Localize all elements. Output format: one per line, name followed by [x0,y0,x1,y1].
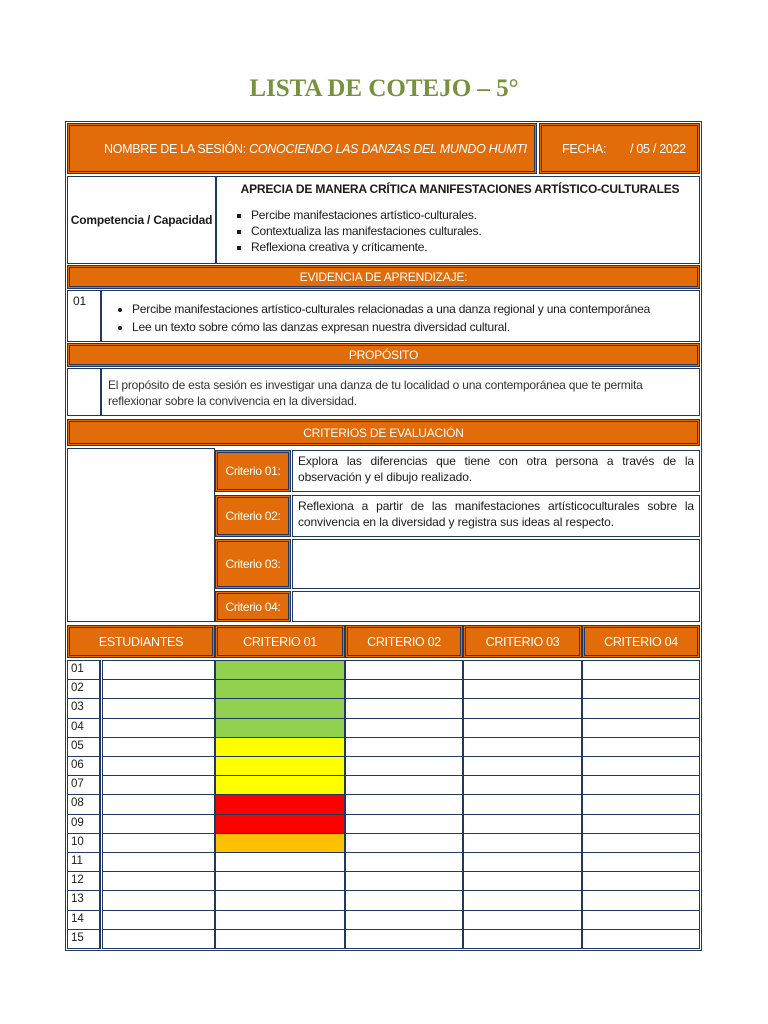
criterio-03-cell[interactable] [463,890,582,910]
student-name-cell[interactable] [102,660,215,680]
grid-header-criterio-01: CRITERIO 01 [215,625,345,658]
criterio-01-cell[interactable] [215,910,345,930]
row-number: 15 [67,929,101,949]
criterio-03-cell[interactable] [463,756,582,776]
criteria-header-text: CRITERIOS DE EVALUACIÓN [303,425,464,440]
criterio-04-cell[interactable] [582,910,700,930]
criterio-02-cell[interactable] [345,814,463,834]
criterio-04-cell[interactable] [582,852,700,872]
competence-item: ▪ Percibe manifestaciones artístico-culturales. [251,207,689,223]
row-number: 08 [67,794,101,814]
criterio-01-cell[interactable] [215,890,345,910]
evidence-number: 01 [73,294,86,308]
criteria-header [67,419,700,446]
session-label: NOMBRE DE LA SESIÓN: [104,141,246,156]
purpose-number-cell [67,368,101,416]
row-number: 11 [67,852,101,872]
date-label: FECHA: [562,141,607,156]
criterio-02-cell[interactable] [345,679,463,699]
session-header [67,123,537,174]
criterio-02-cell[interactable] [345,852,463,872]
student-name-cell[interactable] [102,718,215,738]
row-number: 04 [67,718,101,738]
competence-item: ▪ Contextualiza las manifestaciones culturales. [251,223,689,239]
student-name-cell[interactable] [102,833,215,853]
criterio-03-cell[interactable] [463,871,582,891]
criterio-01-cell[interactable] [215,698,345,718]
criterio-01-cell[interactable] [215,718,345,738]
criterio-01-cell[interactable] [215,929,345,949]
criterion-02-text: Reflexiona a partir de las manifestaciones artísticoculturales sobre la convivencia en la diversidad y registra sus ideas al respecto. [292,495,700,537]
criterio-02-cell[interactable] [345,660,463,680]
student-name-cell[interactable] [102,910,215,930]
criterio-03-cell[interactable] [463,679,582,699]
criterio-03-cell[interactable] [463,775,582,795]
criterio-04-cell[interactable] [582,775,700,795]
criterio-02-cell[interactable] [345,718,463,738]
criterio-01-cell[interactable] [215,660,345,680]
criterio-01-cell[interactable] [215,756,345,776]
grid-header-criterio-02: CRITERIO 02 [345,625,463,658]
criterio-03-cell[interactable] [463,814,582,834]
row-number: 13 [67,890,101,910]
criterio-02-cell[interactable] [345,756,463,776]
criterio-02-cell[interactable] [345,833,463,853]
row-number: 07 [67,775,101,795]
criterio-04-cell[interactable] [582,718,700,738]
criterio-03-cell[interactable] [463,737,582,757]
page-title: LISTA DE COTEJO – 5° [249,75,519,102]
competence-label: Competencia / Capacidad [70,213,213,227]
student-name-cell[interactable] [102,737,215,757]
criterio-04-cell[interactable] [582,698,700,718]
student-name-cell[interactable] [102,775,215,795]
criterio-01-cell[interactable] [215,775,345,795]
row-number: 14 [67,910,101,930]
criterio-02-cell[interactable] [345,737,463,757]
row-number: 03 [67,698,101,718]
criterio-03-cell[interactable] [463,660,582,680]
student-name-cell[interactable] [102,794,215,814]
criterio-04-cell[interactable] [582,814,700,834]
criterio-02-cell[interactable] [345,794,463,814]
criterio-04-cell[interactable] [582,929,700,949]
criterio-02-cell[interactable] [345,929,463,949]
criterio-03-cell[interactable] [463,833,582,853]
row-number: 12 [67,871,101,891]
competence-item: ▪ Reflexiona creativa y críticamente. [251,239,689,255]
student-name-cell[interactable] [102,890,215,910]
grid-header-students: ESTUDIANTES [67,625,215,658]
date-value: / 05 / 2022 [630,141,686,156]
evidence-item: • Percibe manifestaciones artístico-culturales relacionadas a una danza regional y una contemporánea [132,300,693,318]
criterio-04-cell[interactable] [582,833,700,853]
row-number: 10 [67,833,101,853]
criterio-04-cell[interactable] [582,794,700,814]
criterion-01-text: Explora las diferencias que tiene con otra persona a través de la observación y el dibujo realizado. [292,450,700,492]
competence-heading: APRECIA DE MANERA CRÍTICA MANIFESTACIONES ARTÍSTICO-CULTURALES [240,182,680,196]
criterio-04-cell[interactable] [582,737,700,757]
criterio-02-cell[interactable] [345,890,463,910]
competence-list [231,207,689,255]
purpose-header [67,343,700,367]
criterio-04-cell[interactable] [582,679,700,699]
session-name: CONOCIENDO LAS DANZAS DEL MUNDO HUMTI [249,141,527,156]
criterio-04-cell[interactable] [582,756,700,776]
criterion-03-text [292,539,700,589]
evidence-number-cell [67,290,101,342]
criterio-01-cell[interactable] [215,871,345,891]
criterio-01-cell[interactable] [215,852,345,872]
row-number: 06 [67,756,101,776]
student-name-cell[interactable] [102,929,215,949]
student-name-cell[interactable] [102,852,215,872]
criterio-02-cell[interactable] [345,775,463,795]
student-name-cell[interactable] [102,698,215,718]
evidence-list [114,300,693,336]
date-header [539,123,700,174]
criterio-03-cell[interactable] [463,794,582,814]
row-number: 05 [67,737,101,757]
criterio-04-cell[interactable] [582,660,700,680]
evidence-item: • Lee un texto sobre cómo las danzas expresan nuestra diversidad cultural. [132,318,693,336]
evidence-content-cell [101,290,700,342]
criterio-01-cell[interactable] [215,737,345,757]
criterio-01-cell[interactable] [215,814,345,834]
criterio-03-cell[interactable] [463,698,582,718]
criteria-empty-cell [67,448,215,622]
competence-label-cell [67,176,216,264]
purpose-text: El propósito de esta sesión es investigar una danza de tu localidad o una contemporánea que te permita reflexionar sobre la convivencia en la diversidad. [108,378,643,408]
student-name-cell[interactable] [102,756,215,776]
criterio-02-cell[interactable] [345,871,463,891]
criterio-03-cell[interactable] [463,929,582,949]
student-name-cell[interactable] [102,871,215,891]
purpose-header-text: PROPÓSITO [348,348,419,362]
criterion-02-label: Criterio 02: [215,495,291,537]
criterio-02-cell[interactable] [345,698,463,718]
row-number: 09 [67,814,101,834]
criterio-04-cell[interactable] [582,871,700,891]
criterio-01-cell[interactable] [215,794,345,814]
competence-content-cell [216,176,700,264]
criterion-04-label: Criterio 04: [215,591,291,622]
student-name-cell[interactable] [102,814,215,834]
criterio-02-cell[interactable] [345,910,463,930]
criterio-01-cell[interactable] [215,833,345,853]
criterio-04-cell[interactable] [582,890,700,910]
purpose-content-cell [101,368,700,416]
row-number: 01 [67,660,101,680]
evidence-header-text: EVIDENCIA DE APRENDIZAJE: [299,270,468,284]
criterio-01-cell[interactable] [215,679,345,699]
criterio-03-cell[interactable] [463,852,582,872]
criterion-04-text [292,591,700,622]
criterion-03-label: Criterio 03: [215,539,291,589]
grid-header-criterio-04: CRITERIO 04 [582,625,700,658]
row-number: 02 [67,679,101,699]
student-name-cell[interactable] [102,679,215,699]
grid-header-criterio-03: CRITERIO 03 [463,625,582,658]
criterio-03-cell[interactable] [463,910,582,930]
criterio-03-cell[interactable] [463,718,582,738]
criterion-01-label: Criterio 01: [215,450,291,492]
evidence-header [67,265,700,289]
